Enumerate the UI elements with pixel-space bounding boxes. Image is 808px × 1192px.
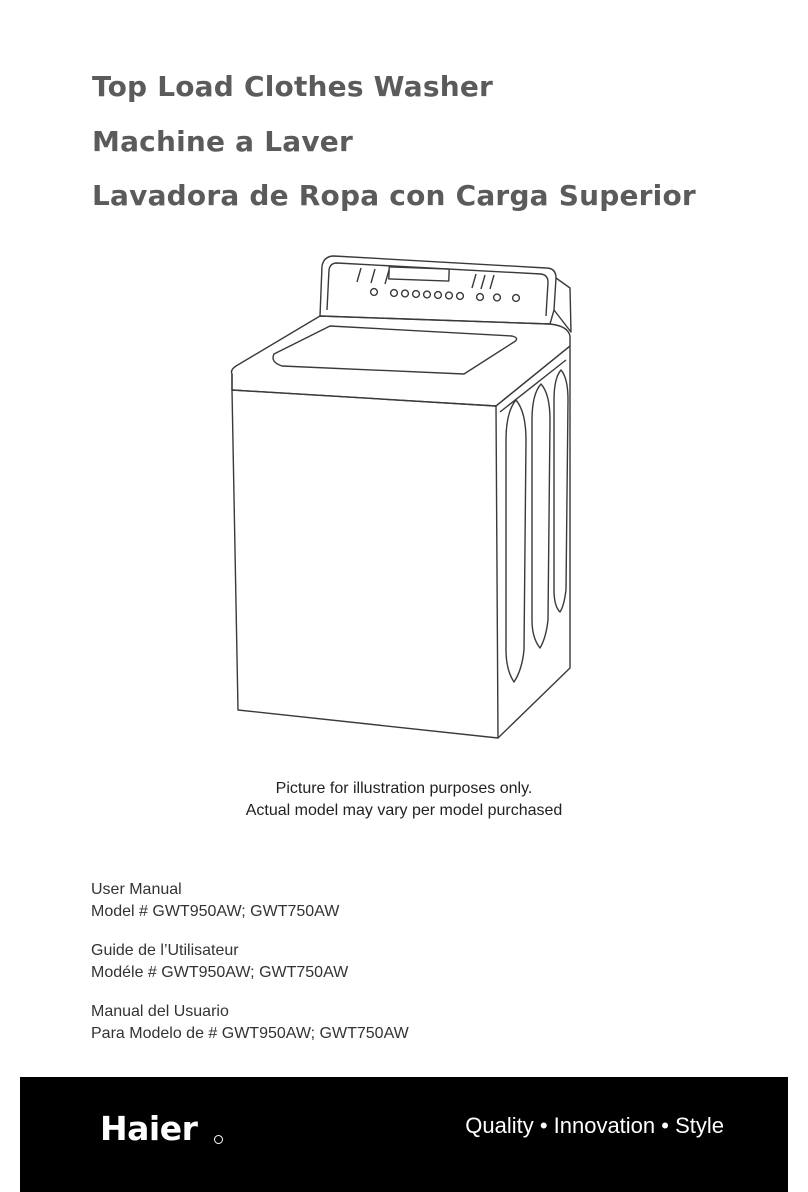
illustration-caption-line2: Actual model may vary per model purchased <box>245 802 563 819</box>
title-english: Top Load Clothes Washer <box>92 70 494 103</box>
manual-info-french <box>91 940 348 984</box>
footer-tagline: Quality • Innovation • Style <box>465 1113 724 1138</box>
manual-info-english <box>91 879 339 923</box>
manual-label: Manual del Usuario <box>91 1003 229 1020</box>
manual-label: Guide de l’Utilisateur <box>91 942 239 959</box>
title-french: Machine a Laver <box>92 125 353 158</box>
washer-illustration <box>226 250 576 745</box>
manual-info-spanish <box>91 1001 409 1045</box>
manual-label: User Manual <box>91 881 182 898</box>
title-spanish: Lavadora de Ropa con Carga Superior <box>92 179 696 212</box>
footer-bar <box>20 1077 788 1192</box>
illustration-caption-line1: Picture for illustration purposes only. <box>275 780 533 797</box>
manual-model: Modéle # GWT950AW; GWT750AW <box>91 964 349 981</box>
control-buttons <box>371 289 520 302</box>
manual-model: Model # GWT950AW; GWT750AW <box>91 903 340 920</box>
side-panel-recesses <box>506 370 568 682</box>
haier-logo: Haier <box>100 1109 198 1148</box>
manual-model: Para Modelo de # GWT950AW; GWT750AW <box>91 1025 409 1042</box>
registered-mark-icon <box>214 1135 223 1144</box>
